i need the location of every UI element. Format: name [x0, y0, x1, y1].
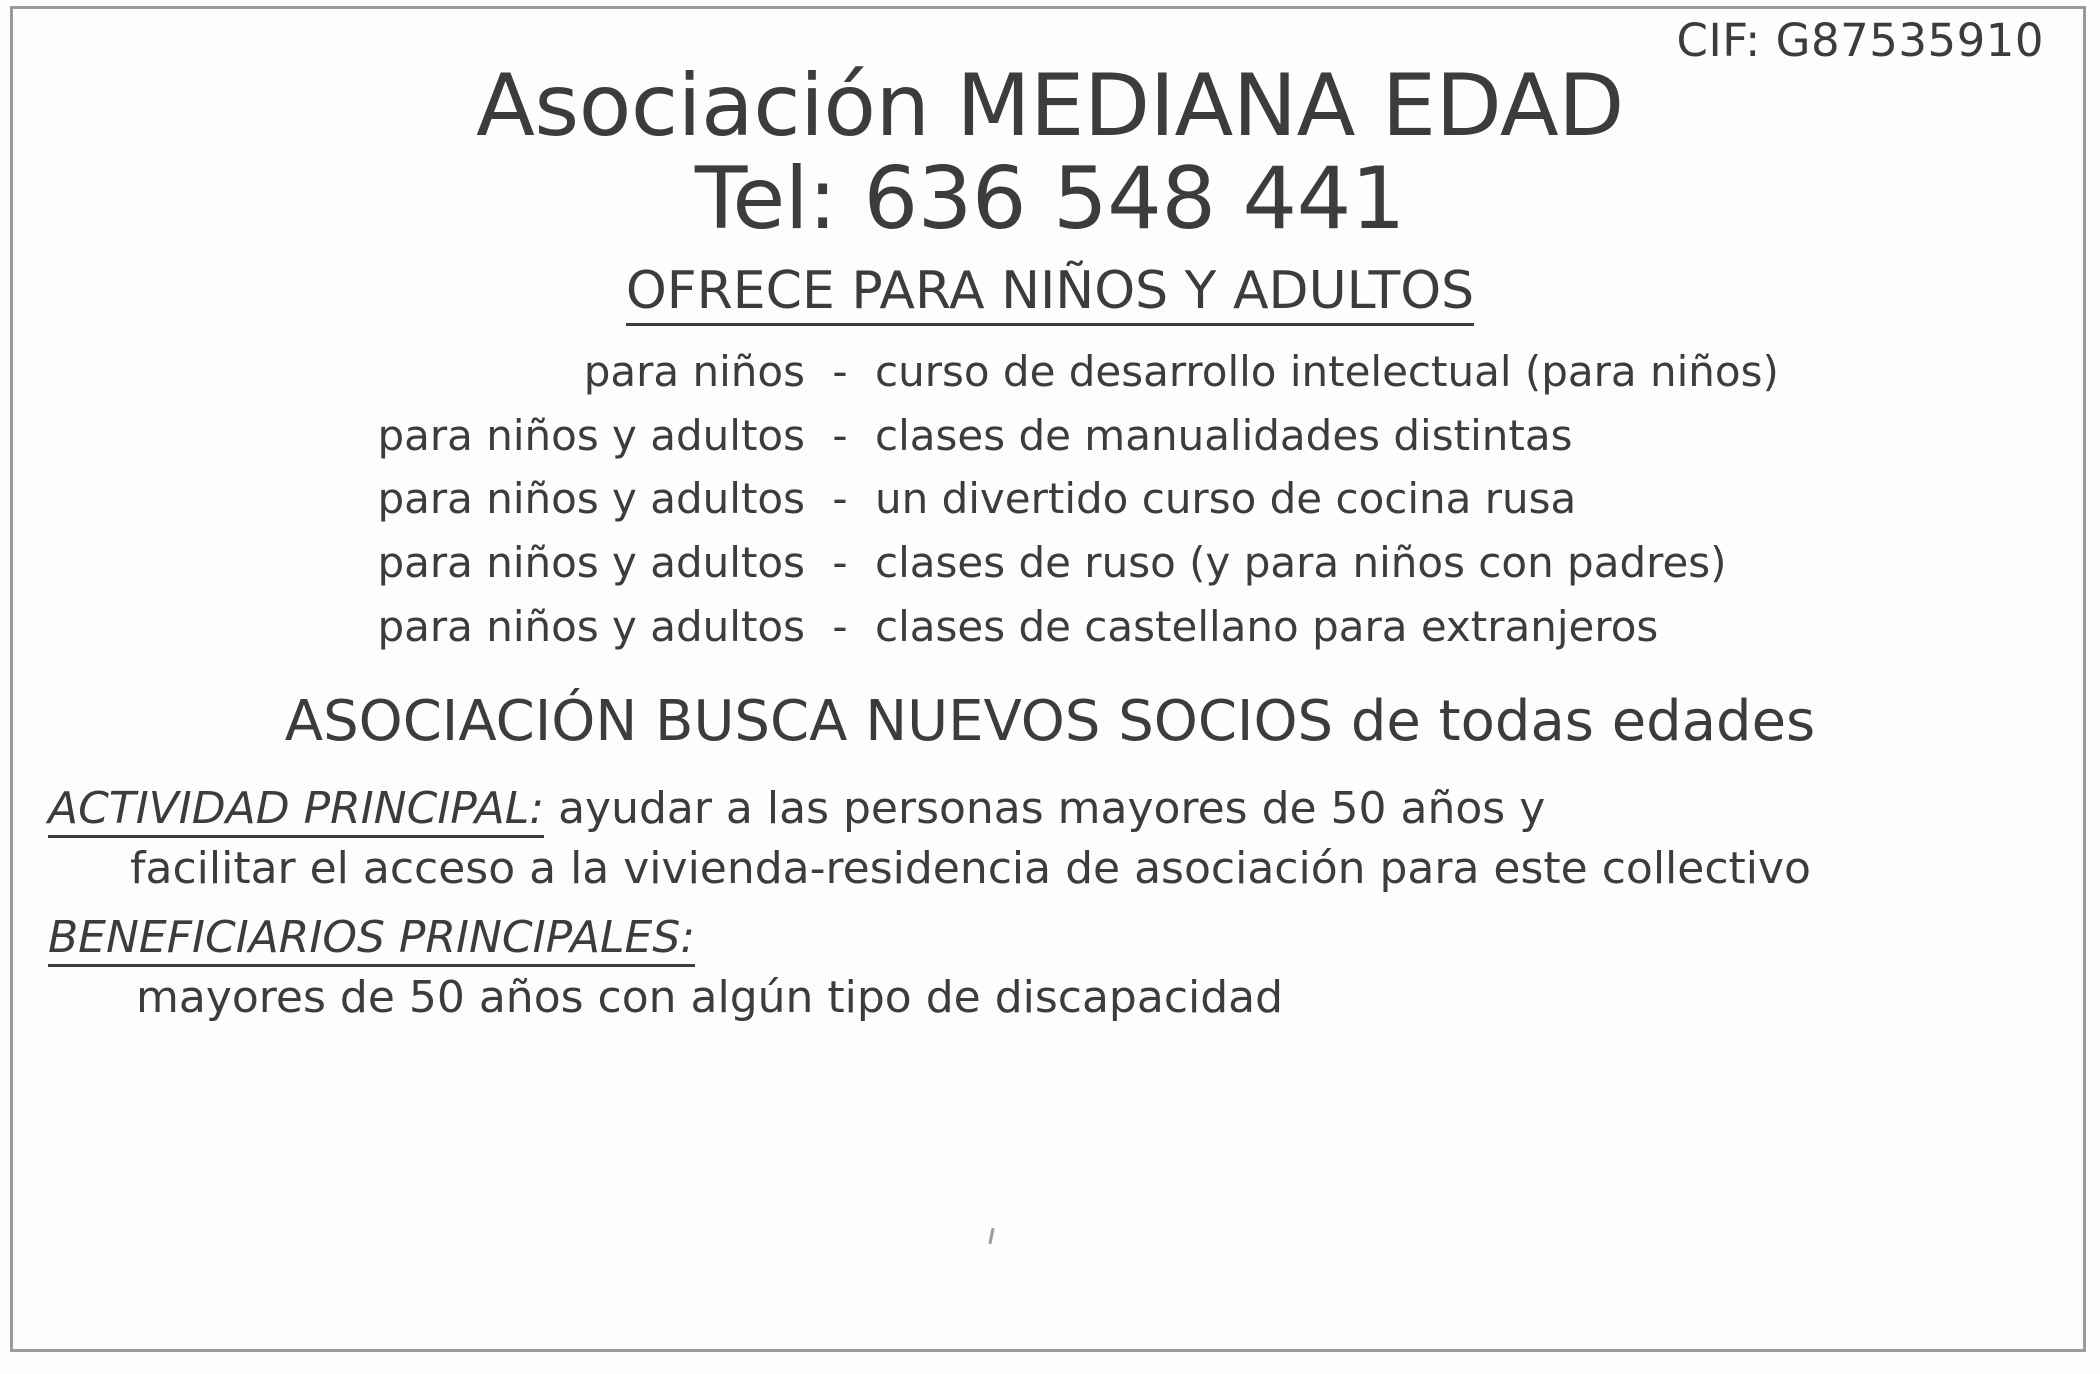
service-description: un divertido curso de cocina rusa	[875, 474, 1577, 524]
list-item	[26, 411, 2074, 461]
list-item	[26, 474, 2074, 524]
phone-number: Tel: 636 548 441	[694, 149, 1406, 250]
cif-number: CIF: G87535910	[1676, 14, 2044, 67]
service-audience: para niños y adultos	[377, 474, 805, 524]
service-dash: -	[832, 474, 848, 524]
beneficiaries-label: BENEFICIARIOS PRINCIPALES:	[48, 912, 695, 967]
service-audience: para niños y adultos	[377, 537, 805, 587]
offer-heading	[26, 261, 2074, 321]
service-audience: para niños y adultos	[377, 410, 805, 460]
list-item	[26, 538, 2074, 588]
service-description: clases de ruso (y para niños con padres)	[875, 537, 1727, 587]
service-dash: -	[832, 347, 848, 397]
scan-artifact-mark	[988, 1228, 994, 1244]
main-activity-line	[48, 782, 2074, 836]
service-dash: -	[832, 601, 848, 651]
main-activity-label: ACTIVIDAD PRINCIPAL:	[48, 783, 544, 838]
services-list	[26, 347, 2074, 651]
beneficiaries-text: mayores de 50 años con algún tipo de discapacidad	[136, 972, 1284, 1024]
service-audience: para niños	[583, 347, 805, 397]
list-item	[26, 347, 2074, 397]
offer-heading-text: OFRECE PARA NIÑOS Y ADULTOS	[626, 261, 1474, 326]
membership-call: ASOCIACIÓN BUSCA NUEVOS SOCIOS de todas edades	[284, 689, 1816, 755]
beneficiaries-line	[48, 911, 2074, 965]
main-activity-line-2: facilitar el acceso a la vivienda-residencia de asociación para este collectivo	[130, 842, 1811, 894]
service-description: clases de castellano para extranjeros	[875, 601, 1659, 651]
list-item	[26, 602, 2074, 652]
info-block	[26, 782, 2074, 1025]
service-dash: -	[832, 410, 848, 460]
service-dash: -	[832, 537, 848, 587]
service-description: clases de manualidades distintas	[875, 410, 1573, 460]
main-activity-text: ayudar a las personas mayores de 50 años y	[558, 783, 1546, 835]
organization-name: Asociación MEDIANA EDAD	[476, 56, 1624, 156]
title-block	[26, 56, 2074, 250]
spacer	[48, 901, 2074, 911]
service-description: curso de desarrollo intelectual (para niños)	[875, 347, 1779, 397]
service-audience: para niños y adultos	[377, 601, 805, 651]
